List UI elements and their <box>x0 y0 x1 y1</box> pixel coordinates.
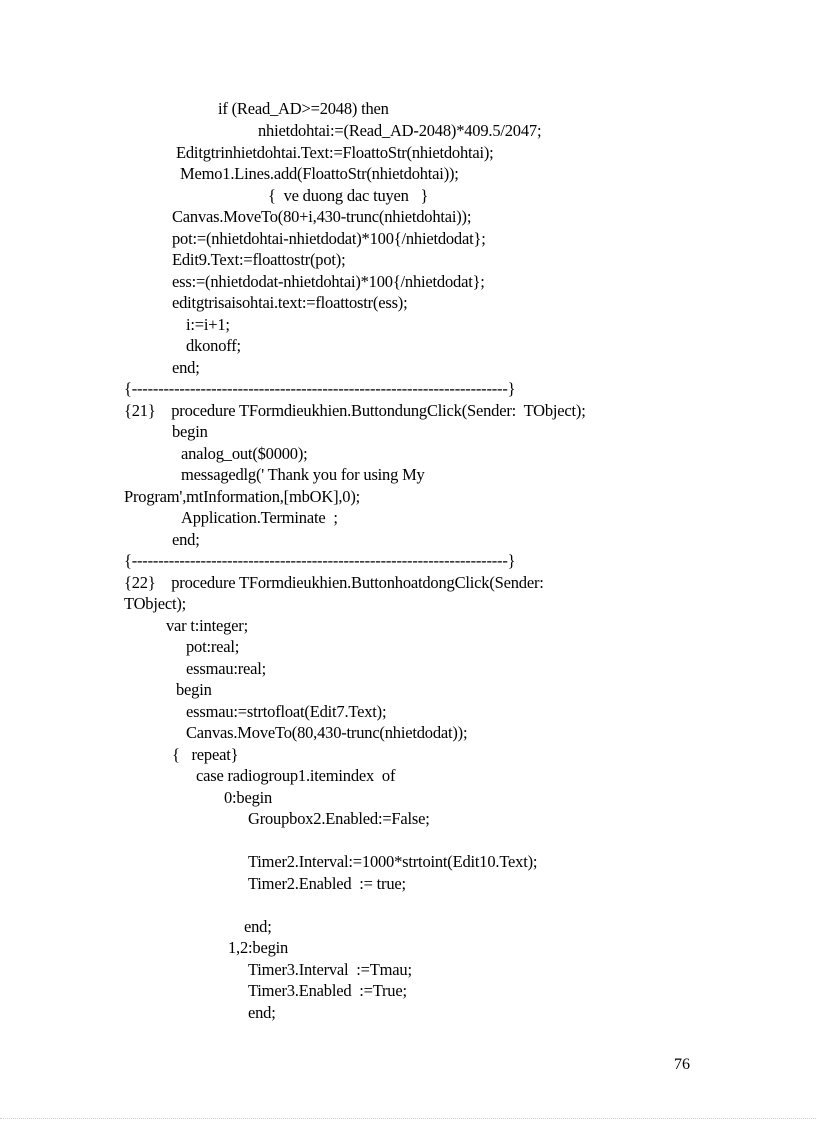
code-line: begin <box>172 422 208 441</box>
code-line: var t:integer; <box>166 616 248 635</box>
code-line: Application.Terminate ; <box>181 508 338 527</box>
code-line: Memo1.Lines.add(FloattoStr(nhietdohtai)); <box>180 164 459 183</box>
code-line: { repeat} <box>172 745 239 764</box>
code-line: case radiogroup1.itemindex of <box>196 766 396 785</box>
code-line: ess:=(nhietdodat-nhietdohtai)*100{/nhietdodat}; <box>172 272 485 291</box>
code-line: messagedlg(' Thank you for using My <box>181 465 425 484</box>
code-line: TObject); <box>124 594 187 613</box>
page-number: 76 <box>674 1056 690 1073</box>
code-line: Timer2.Enabled := true; <box>248 874 406 893</box>
code-line: Timer2.Interval:=1000*strtoint(Edit10.Text); <box>248 852 538 871</box>
code-line: { ve duong dac tuyen } <box>268 186 429 205</box>
code-line: Program',mtInformation,[mbOK],0); <box>124 487 361 506</box>
code-line: end; <box>244 917 272 936</box>
code-line: end; <box>172 358 200 377</box>
code-line: pot:real; <box>186 637 240 656</box>
code-line: begin <box>176 680 212 699</box>
code-line: nhietdohtai:=(Read_AD-2048)*409.5/2047; <box>258 121 542 140</box>
code-line: pot:=(nhietdohtai-nhietdodat)*100{/nhietdodat}; <box>172 229 486 248</box>
code-line: Canvas.MoveTo(80+i,430-trunc(nhietdohtai)); <box>172 207 472 226</box>
code-line: Timer3.Interval :=Tmau; <box>248 960 412 979</box>
code-line: analog_out($0000); <box>181 444 308 463</box>
code-line: dkonoff; <box>186 336 241 355</box>
procedure-header: {21} procedure TFormdieukhien.ButtondungClick(Sender: TObject); <box>124 401 586 420</box>
code-line: essmau:real; <box>186 659 267 678</box>
code-line: essmau:=strtofloat(Edit7.Text); <box>186 702 387 721</box>
code-line: editgtrisaisohtai.text:=floattostr(ess); <box>172 293 408 312</box>
code-line: 0:begin <box>224 788 273 807</box>
code-line: Editgtrinhietdohtai.Text:=FloattoStr(nhietdohtai); <box>176 143 494 162</box>
code-line: Canvas.MoveTo(80,430-trunc(nhietdodat)); <box>186 723 468 742</box>
code-line: if (Read_AD>=2048) then <box>218 99 389 118</box>
code-line: end; <box>172 530 200 549</box>
page-bottom-rule <box>0 1118 816 1119</box>
code-line: Groupbox2.Enabled:=False; <box>248 809 430 828</box>
code-line: Timer3.Enabled :=True; <box>248 981 407 1000</box>
code-line: i:=i+1; <box>186 315 230 334</box>
code-line: Edit9.Text:=floattostr(pot); <box>172 250 346 269</box>
code-line: 1,2:begin <box>228 938 289 957</box>
code-line: end; <box>248 1003 276 1022</box>
separator-comment: {-----------------------------------------------------------------------} <box>124 379 516 398</box>
separator-comment: {-----------------------------------------------------------------------} <box>124 551 516 570</box>
procedure-header: {22} procedure TFormdieukhien.ButtonhoatdongClick(Sender: <box>124 573 544 592</box>
